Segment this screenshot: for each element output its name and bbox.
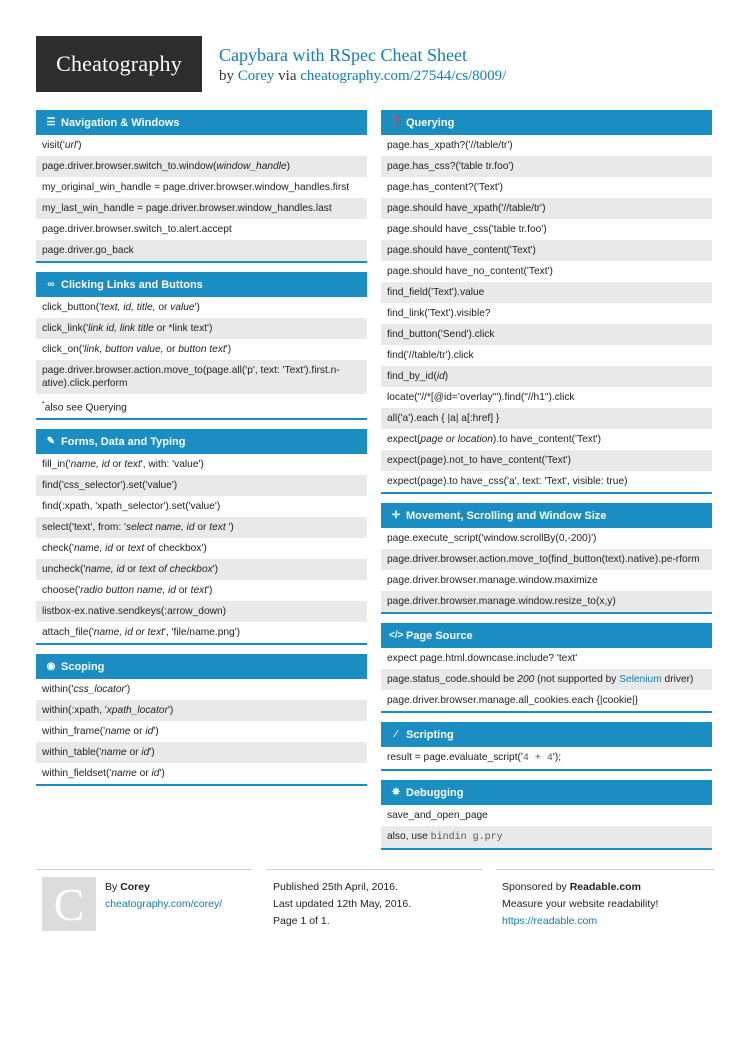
cheat-row: within_fieldset('name or id') [42,768,165,780]
cheat-row: find(:xpath, 'xpath_selector').set('value') [42,501,221,513]
cheat-row: save_and_open_page [387,810,488,821]
cheat-row: click_link('link id, link title or *link text') [36,318,367,339]
cheat-row: check('name, id or text of checkbox') [42,543,207,555]
section-rows [381,805,712,850]
section-rows [381,528,712,614]
bug-icon: ✸ [391,787,401,798]
edit-icon: ✎ [46,436,56,448]
cheat-row: find('//table/tr').click [387,350,474,361]
section-page-source [381,623,712,713]
code-icon: </> [389,630,404,641]
section-title: Forms, Data and Typing [61,435,186,448]
cheat-row: my_original_win_handle = page.driver.browser.window_handles.first [42,182,350,193]
cheat-row: expect page.html.downcase.include? 'text' [387,653,578,664]
cheat-row: click_button('text, id, title, or value') [42,302,200,313]
cheat-row: page.driver.browser.manage.window.maximize [387,575,598,586]
cheat-row: page.execute_script('window.scrollBy(0,-200)') [387,533,597,544]
section-header [36,429,367,454]
footer-divider [496,869,714,870]
sponsor-link[interactable]: https://readable.com [502,915,598,927]
section-navigation-windows [36,110,367,263]
section-rows [36,454,367,645]
footer-dates [273,879,411,930]
section-title: Scripting [406,728,454,741]
section-header [36,110,367,135]
footer-author-name[interactable]: Corey [120,881,150,893]
section-rows [381,135,712,494]
cheat-row: fill_in('name, id or text', with: 'value') [42,459,204,471]
cheat-row: locate("//*[@id='overlay'").find("//h1").click [387,392,575,403]
cheat-row: find_field('Text').value [381,282,712,303]
section-clicking-links-buttons [36,272,367,420]
cheat-row: my_last_win_handle = page.driver.browser.window_handles.last [36,198,367,219]
section-querying [381,110,712,494]
cheat-row: page.driver.browser.manage.all_cookies.each {|cookie|} [387,695,639,706]
cheat-row: expect(page or location).to have_content('Text') [387,434,602,445]
cheat-row: uncheck('name, id or text of checkbox') [36,559,367,580]
cheat-row: attach_file('name, id or text', 'file/name.png') [42,627,241,639]
footer-author-link[interactable]: cheatography.com/corey/ [105,898,223,910]
cheat-row: page.driver.browser.action.move_to(page.all('p', text: 'Text').first.n-ative).click.perform [36,360,367,394]
author-avatar: C [42,877,96,931]
cheat-row: within_table('name or id') [36,742,367,763]
cheatography-logo[interactable]: Cheatography [36,36,202,92]
cheat-row: page.driver.browser.action.move_to(find_button(text).native).pe-rform [381,549,712,570]
cheat-row: page.has_content?('Text') [387,182,504,193]
section-debugging [381,780,712,850]
cheat-row: find_link('Text').visible? [387,308,491,319]
cheat-row: page.has_xpath?('//table/tr') [387,140,513,151]
cheat-row: choose('radio button name, id or text') [42,585,213,597]
footer-divider [36,869,252,870]
section-rows [381,648,712,713]
section-title: Debugging [406,786,464,799]
page-byline: by Corey via cheatography.com/27544/cs/8009/ [219,68,507,84]
cheat-row: find_by_id(id) [381,366,712,387]
cheat-row: expect(page).to have_css('a', text: 'Text', visible: true) [387,476,628,487]
section-title: Movement, Scrolling and Window Size [406,509,607,522]
page-title: Capybara with RSpec Cheat Sheet [219,45,467,65]
section-header [381,503,712,528]
section-scoping [36,654,367,786]
footer-divider [266,869,482,870]
cheat-row: page.driver.browser.switch_to.alert.accept [42,224,232,235]
published-date: Published 25th April, 2016. [273,881,398,893]
cheat-row: result = page.evaluate_script('4 + 4'); [387,752,562,764]
cheat-row: within('css_locator') [42,684,131,696]
section-rows [36,679,367,786]
section-header [381,110,712,135]
section-title: Page Source [406,629,473,642]
cheat-row: expect(page).not_to have_content('Text') [381,450,712,471]
list-icon: ☰ [46,117,56,128]
section-header [36,272,367,297]
cheat-row: visit('url') [42,140,82,151]
footer-sponsor: Sponsored by Readable.com Measure your website readability! https://readable.com [502,879,658,930]
section-header [381,780,712,805]
left-column [36,110,367,795]
section-rows [36,297,367,420]
cheat-row: listbox-ex.native.sendkeys(:arrow_down) [36,601,367,622]
section-title: Clicking Links and Buttons [61,278,203,291]
cheat-row: find('css_selector').set('value') [36,475,367,496]
section-rows [36,135,367,263]
section-title: Scoping [61,660,105,673]
cheat-row: within_frame('name or id') [42,726,159,738]
section-movement-scrolling [381,503,712,614]
target-icon: ◉ [46,661,56,673]
page-header [219,44,506,86]
cheat-row: find_button('Send').click [381,324,712,345]
cheat-row: also, use bindin g.pry [381,826,712,848]
section-title: Navigation & Windows [61,116,180,129]
cheat-row: page.should have_content('Text') [381,240,712,261]
cheatsheet-url-link[interactable]: cheatography.com/27544/cs/8009/ [300,68,507,84]
cheat-row: within(:xpath, 'xpath_locator') [36,700,367,721]
cheat-row: page.should have_xpath('//table/tr') [381,198,712,219]
section-title: Querying [406,116,455,129]
sponsor-name[interactable]: Readable.com [569,881,641,893]
question-icon: ❓ [389,117,403,128]
link-icon: ∞ [47,279,55,290]
cheat-row: select('text', from: 'select name, id or text ') [36,517,367,538]
cheat-row: page.driver.browser.manage.window.resize_to(x,y) [381,591,712,612]
move-icon: ✛ [391,510,401,521]
section-rows [381,747,712,771]
cheat-row: page.should have_css('table tr.foo') [387,224,547,235]
cheat-row: page.driver.go_back [36,240,367,261]
cheat-row: page.driver.browser.switch_to.window(window_handle) [36,156,367,177]
cheat-row: page.status_code.should be 200 (not supported by Selenium driver) [381,669,712,690]
sponsor-tagline: Measure your website readability! [502,898,659,910]
author-link[interactable]: Corey [237,68,275,84]
updated-date: Last updated 12th May, 2016. [273,898,412,910]
section-scripting [381,722,712,771]
section-header [381,623,712,648]
cheat-row: click_on('link, button value, or button text') [42,344,232,355]
section-header [381,722,712,747]
cheat-row: *also see Querying [42,401,127,414]
page-number: Page 1 of 1. [273,915,330,927]
magic-wand-icon: ∕ [395,729,397,740]
cheat-row: page.should have_no_content('Text') [387,266,553,277]
footer-author: By Corey cheatography.com/corey/ [105,879,222,913]
section-forms-data-typing [36,429,367,645]
right-column [381,110,712,859]
cheat-row: page.has_css?('table tr.foo') [381,156,712,177]
cheat-row: all('a').each { |a| a[:href] } [381,408,712,429]
section-header [36,654,367,679]
